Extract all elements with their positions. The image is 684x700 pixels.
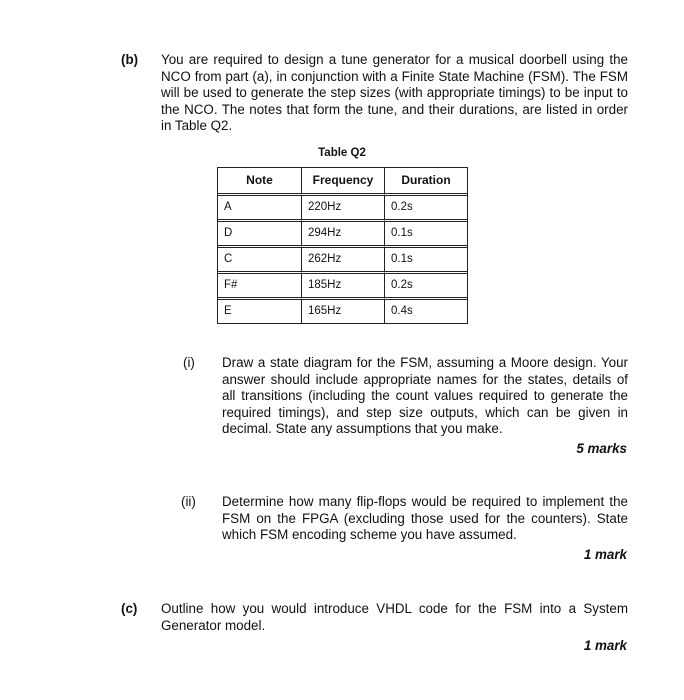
table-row <box>218 274 467 300</box>
sub-ii-label: (ii) <box>181 494 196 509</box>
sub-i-text: Draw a state diagram for the FSM, assuming a Moore design. Your answer should include appropriate names for the states, details of all transitions (including the count values required to generate the required timings), and step size outputs, which can be given in decimal. State any assumptions that you make. <box>222 355 628 436</box>
sub-i-label: (i) <box>183 355 195 370</box>
cell-duration: 0.1s <box>385 248 467 274</box>
sub-ii-text: Determine how many flip-flops would be required to implement the FSM on the FPGA (excluding those used for the counters). State which FSM encoding scheme you have assumed. <box>222 494 628 542</box>
sub-ii-marks: 1 mark <box>583 547 627 562</box>
part-c-marks: 1 mark <box>583 638 627 653</box>
cell-duration: 0.2s <box>385 274 467 300</box>
cell-duration: 0.2s <box>385 196 467 222</box>
cell-frequency: 294Hz <box>302 222 385 248</box>
table-row <box>218 196 467 222</box>
header-duration: Duration <box>385 168 467 196</box>
sub-i-marks: 5 marks <box>576 441 627 456</box>
table-row <box>218 222 467 248</box>
table-row <box>218 300 467 323</box>
table-q2 <box>217 167 468 324</box>
header-frequency: Frequency <box>302 168 385 196</box>
part-b-text: You are required to design a tune generator for a musical doorbell using the NCO from part (a), in conjunction with a Finite State Machine (FSM). The FSM will be used to generate the step sizes (with appropriate timings) to be input to the NCO. The notes that form the tune, and their durations, are listed in order in Table Q2. <box>161 52 628 133</box>
part-c-label: (c) <box>121 601 138 616</box>
table-row <box>218 248 467 274</box>
cell-note: F# <box>218 274 302 300</box>
header-note: Note <box>218 168 302 196</box>
cell-frequency: 165Hz <box>302 300 385 323</box>
cell-note: A <box>218 196 302 222</box>
cell-frequency: 262Hz <box>302 248 385 274</box>
cell-duration: 0.4s <box>391 305 413 318</box>
part-c-text: Outline how you would introduce VHDL code for the FSM into a System Generator model. <box>161 601 628 633</box>
cell-note: C <box>218 248 302 274</box>
part-b-label: (b) <box>121 52 139 67</box>
cell-note: D <box>218 222 302 248</box>
table-header-row <box>218 168 467 196</box>
cell-note: E <box>218 300 302 323</box>
cell-duration: 0.1s <box>385 222 467 248</box>
table-caption: Table Q2 <box>318 147 366 159</box>
cell-frequency: 220Hz <box>302 196 385 222</box>
cell-frequency: 185Hz <box>302 274 385 300</box>
